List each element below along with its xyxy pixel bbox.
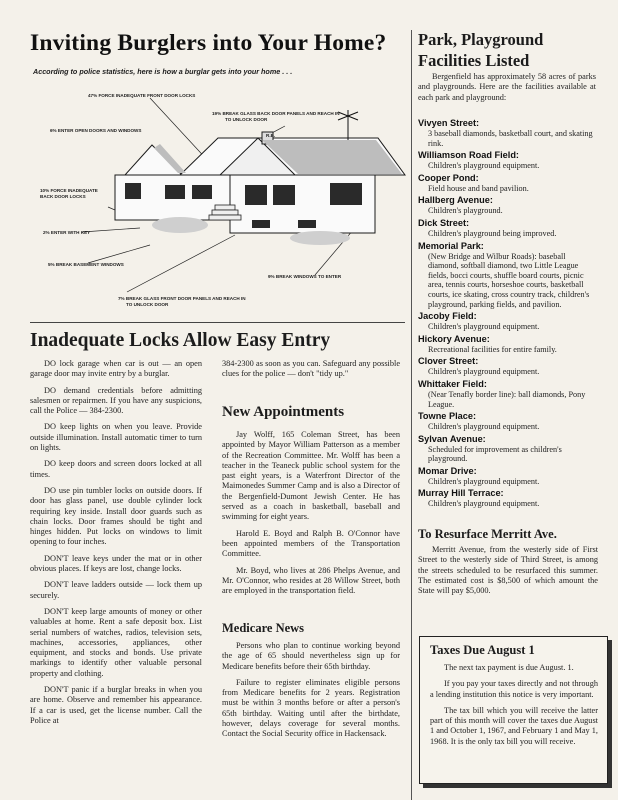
label-front-panels-1: 7% BREAK GLASS FRONT DOOR PANELS AND REACH IN <box>118 296 246 301</box>
burglar-subtitle: According to police statistics, here is how a burglar gets into your home . . . <box>33 67 293 76</box>
facility-item <box>418 356 596 377</box>
medicare-headline: Medicare News <box>222 621 305 635</box>
label-front-panels-2: TO UNLOCK DOOR <box>126 302 169 307</box>
locks-tip: DON'T leave ladders outside — lock them up securely. <box>30 580 202 600</box>
facility-desc: 3 baseball diamonds, basketball court, and skating rink. <box>428 129 593 148</box>
appointments-paragraph: Mr. Boyd, who lives at 286 Phelps Avenue, and Mr. O'Connor, who resides at 28 Willow Street, both are employed in the transportation field. <box>222 565 400 596</box>
column-divider <box>411 30 412 800</box>
parks-headline-line1: Park, Playground <box>418 30 544 49</box>
facility-name: Towne Place: <box>418 411 477 422</box>
facility-name: Hallberg Avenue: <box>418 195 493 206</box>
locks-tip: DO keep lights on when you leave. Provide outside illumination. Install automatic timer to turn on lights. <box>30 422 202 453</box>
locks-column-left <box>30 359 202 732</box>
label-with-key: 2% ENTER WITH KEY <box>43 230 91 235</box>
facility-name: Jacoby Field: <box>418 311 477 322</box>
parks-headline-line2: Facilities Listed <box>418 51 530 70</box>
facility-name: Clover Street: <box>418 356 479 367</box>
locks-tip: DO lock garage when car is out — an open garage door may invite entry by a burglar. <box>30 359 202 379</box>
facility-item <box>418 241 596 310</box>
facility-name: Cooper Pond: <box>418 172 479 183</box>
facility-desc: Field house and band pavilion. <box>428 183 529 193</box>
parks-intro-text: Bergenfield has approximately 58 acres of parks and playgrounds. Here are the facilities available at each park and playground: <box>418 72 596 102</box>
tax-paragraph: The next tax payment is due August. 1. <box>444 663 574 672</box>
tax-paragraph: If you pay your taxes directly and not through a lending institution this notice is very important. <box>430 679 598 699</box>
facility-desc: (Near Tenafly border line): ball diamonds, Pony League. <box>428 389 586 409</box>
facility-name: Momar Drive: <box>418 465 477 476</box>
medicare-body <box>222 641 400 746</box>
facility-list <box>418 118 596 511</box>
medicare-paragraph: Failure to register eliminates eligible persons from Medicare benefits for 2 years. Registration must be within 3 months before or after a person's 65th birthday. Waiting until after the birthdate, however, delays coverage for several months. Contact the Social Security office in Hackensack. <box>222 677 400 739</box>
appointments-paragraph: Jay Wolff, 165 Coleman Street, has been appointed by Mayor William Patterson as a member of the Recreation Committee. Mr. Wolff has been a teacher in the Teaneck public school system for the past eight years, is a Waterfront Director of the Maimonedes Summer Camp and is also a Director of the Bergenfield-Dumont Jewish Center. He has served as a coach in basketball, baseball and swimming for eight years. <box>222 430 400 522</box>
locks-headline: Inadequate Locks Allow Easy Entry <box>30 330 331 351</box>
facility-item <box>418 218 596 239</box>
appointments-body <box>222 430 400 602</box>
facility-desc: Children's playground equipment. <box>428 161 540 171</box>
locks-tip: DO keep doors and screen doors locked at all times. <box>30 459 202 479</box>
facility-name: Sylvan Avenue: <box>418 433 486 444</box>
locks-tip: DO use pin tumbler locks on outside doors. If door has glass panel, use double cylinder lock requiring key inside. Install door guards such as chain locks. Door frames should be tight and hinges hidden. Put locks on windows to limit opening to four inches. <box>30 485 202 547</box>
locks-tip: DO demand credentials before admitting salesmen or repairmen. If you have any suspicions, call the Police — 384-2300. <box>30 385 202 416</box>
tax-notice-box <box>419 636 608 784</box>
facility-name: Murray Hill Terrace: <box>418 488 504 499</box>
label-basement: 5% BREAK BASEMENT WINDOWS <box>48 262 124 267</box>
facility-name: Hickory Avenue: <box>418 333 490 344</box>
facility-item <box>418 488 596 509</box>
label-back-panels-1: 19% BREAK GLASS BACK DOOR PANELS AND REACH IN <box>212 111 340 116</box>
label-chimney-mark: R.B. <box>266 133 276 138</box>
label-back-panels-2: TO UNLOCK DOOR <box>225 117 268 122</box>
parks-intro <box>418 72 596 109</box>
burglar-headline: Inviting Burglers into Your Home? <box>30 30 387 56</box>
label-open-doors: 6% ENTER OPEN DOORS AND WINDOWS <box>50 128 142 133</box>
facility-name: Vivyen Street: <box>418 118 480 128</box>
label-windows: 9% BREAK WINDOWS TO ENTER <box>268 274 342 279</box>
facility-item <box>418 434 596 464</box>
facility-item <box>418 379 596 409</box>
facility-desc: Children's playground being improved. <box>428 228 557 238</box>
tax-paragraph: The tax bill which you will receive the latter part of this month will cover the taxes due August 1 and October 1, 1967, and February 1 and May 1, 1968. It is the only tax bill you will receive. <box>430 705 598 746</box>
facility-item <box>418 118 596 148</box>
locks-tip: DON'T leave keys under the mat or in other obvious places. If keys are lost, change locks. <box>30 553 202 574</box>
appointments-paragraph: Harold E. Boyd and Ralph B. O'Connor have been appointed members of the Transportation Committee. <box>222 528 400 559</box>
facility-name: Williamson Road Field: <box>418 150 519 161</box>
tax-headline: Taxes Due August 1 <box>430 643 535 657</box>
facility-desc: Children's playground equipment. <box>428 322 540 332</box>
section-divider <box>30 322 405 323</box>
appointments-headline: New Appointments <box>222 404 345 420</box>
facility-desc: Children's playground equipment. <box>428 422 540 432</box>
facility-desc: Children's playground. <box>428 206 503 216</box>
facility-desc: (New Bridge and Wilbur Roads): baseball diamond, softball diamond, two Little League fields, bocci courts, shuffle board courts, picnic area, tennis courts, horseshoe courts, basketball courts, ice skating, cross country track, children's playground, parking fields, and pavilion. <box>428 251 590 309</box>
facility-item <box>418 411 596 432</box>
medicare-paragraph: Persons who plan to continue working beyond the age of 65 should nevertheless sign up for Medicare benefits before their 65th birthday. <box>222 641 400 671</box>
facility-item <box>418 334 596 355</box>
label-back-locks-1: 10% FORCE INADEQUATE <box>40 188 98 193</box>
label-back-locks-2: BACK DOOR LOCKS <box>40 194 86 199</box>
house-illustration <box>30 80 410 320</box>
facility-item <box>418 466 596 487</box>
facility-desc: Children's playground equipment. <box>428 476 540 486</box>
facility-item <box>418 195 596 216</box>
facility-item <box>418 150 596 171</box>
resurface-headline: To Resurface Merritt Ave. <box>418 527 557 541</box>
tax-body <box>430 663 598 753</box>
facility-desc: Scheduled for improvement as children's playground. <box>428 444 562 464</box>
locks-tip: DON'T keep large amounts of money or other valuables at home. Rent a safe deposit box. List serial numbers of watches, radios, television sets, machines, accessories, appliances, other equipment, and stocks and bonds. Use private markings to identify other valuable personal property and clothing. <box>30 606 202 678</box>
facility-desc: Children's playground equipment. <box>428 367 540 377</box>
resurface-body <box>418 545 598 602</box>
facility-name: Memorial Park: <box>418 240 484 251</box>
locks-tip: DON'T panic if a burglar breaks in when you are home. Observe and remember his appearance. If a car is used, get the license number. Call the Police at <box>30 685 202 725</box>
facility-item <box>418 173 596 194</box>
locks-column-right <box>222 359 400 386</box>
facility-item <box>418 311 596 332</box>
locks-tip: 384-2300 as soon as you can. Safeguard any possible clues for the police — don't "tidy up." <box>222 359 400 379</box>
facility-name: Whittaker Field: <box>418 378 487 389</box>
resurface-paragraph: Merritt Avenue, from the westerly side of First Street to the westerly side of Third Street, is among the streets scheduled to be resurfaced this summer. The estimated cost is $8,500 of which amount the State will pay $5,000. <box>418 545 598 596</box>
facility-desc: Children's playground equipment. <box>428 499 540 509</box>
facility-desc: Recreational facilities for entire family. <box>428 344 557 354</box>
facility-name: Dick Street: <box>418 217 470 228</box>
label-front-door-locks: 47% FORCE INADEQUATE FRONT DOOR LOCKS <box>88 93 196 98</box>
